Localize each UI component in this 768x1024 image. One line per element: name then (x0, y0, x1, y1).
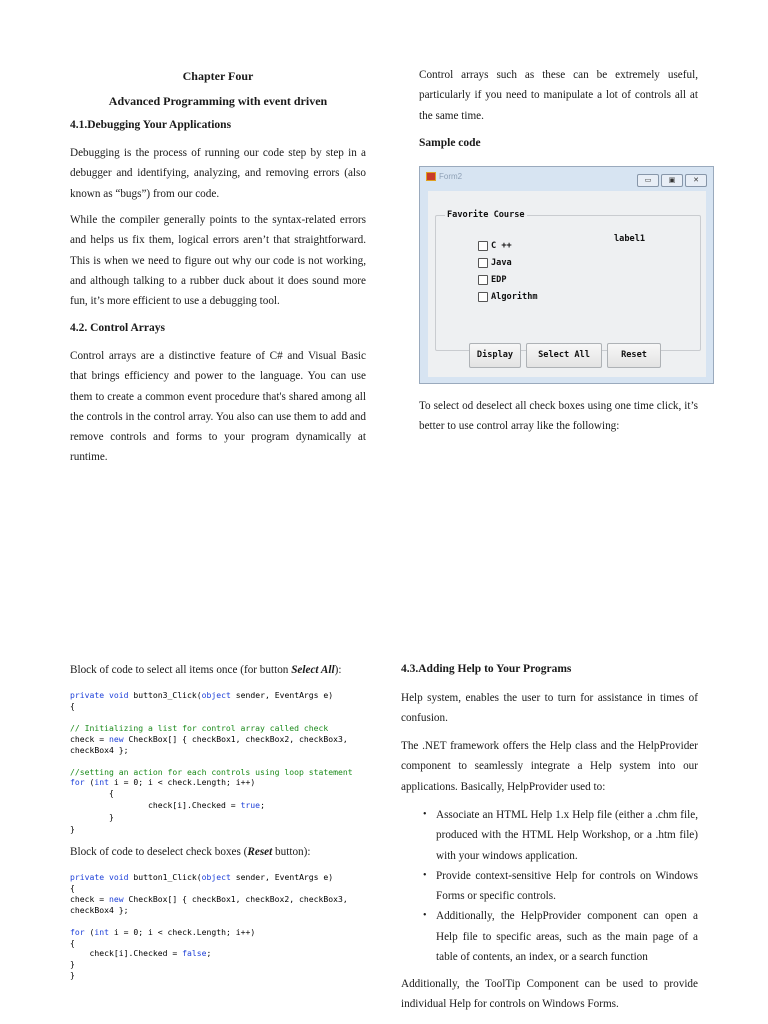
select-all-button[interactable]: Select All (526, 343, 602, 368)
checkbox-edp[interactable]: EDP (478, 275, 507, 285)
code-block-select-all: private void button3_Click(object sender, EventArgs e) { // Initializing a list for control array called check check = new CheckBox[] { checkBox1, checkBox2, checkBox3, checkBox4 }; //setting an action for each controls using loop statement for (int i = 0; i < check.Length; i++) { check[i].Checked = true; } } (70, 690, 353, 835)
favorite-course-groupbox (435, 215, 701, 351)
form-client-area (428, 191, 706, 377)
help-paragraph-2: The .NET framework offers the Help class and the HelpProvider component to seamlessly integrate a Help system into our applications. Basically, HelpProvider used to: (401, 740, 698, 793)
minimize-icon[interactable]: ▭ (637, 174, 659, 187)
chapter-title: Chapter Four (182, 69, 254, 83)
deselect-instruction-paragraph: To select od deselect all check boxes using one time click, it’s better to use control array like the following: (419, 400, 698, 433)
bullet-icon: • (423, 910, 427, 922)
select-all-intro: Block of code to select all items once (for button Select All): (70, 664, 342, 676)
section-heading-help: 4.3.Adding Help to Your Programs (401, 663, 572, 675)
window-title: Form2 (426, 172, 462, 181)
checkbox-square[interactable] (478, 258, 488, 268)
sample-code-heading: Sample code (419, 137, 481, 149)
reset-intro: Block of code to deselect check boxes (Reset button): (70, 846, 311, 858)
list-item: • Associate an HTML Help 1.x Help file (either a .chm file, produced with the HTML Help Workshop, or a .htm file) with your windows application. (401, 805, 698, 866)
debugging-paragraph-1: Debugging is the process of running our code step by step in a debugger and identifying, analyzing, and removing errors (also known as “bugs”) from our code. (70, 147, 366, 200)
code-block-reset: private void button1_Click(object sender, EventArgs e) { check = new CheckBox[] { checkBox1, checkBox2, checkBox3, checkBox4 }; for (int i = 0; i < check.Length; i++) { check[i].Checked = false; } } (70, 872, 348, 981)
checkbox-algorithm[interactable]: Algorithm (478, 292, 538, 302)
maximize-icon[interactable]: ▣ (661, 174, 683, 187)
close-icon[interactable]: ✕ (685, 174, 707, 187)
checkbox-square[interactable] (478, 275, 488, 285)
help-paragraph-3: Additionally, the ToolTip Component can be used to provide individual Help for controls on Windows Forms. (401, 978, 698, 1011)
help-paragraph-1: Help system, enables the user to turn for assistance in times of confusion. (401, 692, 698, 725)
chapter-subtitle: Advanced Programming with event driven (108, 94, 328, 108)
checkbox-java[interactable]: Java (478, 258, 512, 268)
control-arrays-paragraph: Control arrays are a distinctive feature of C# and Visual Basic that brings efficiency and power to the language. You can use them to create a common event procedure that's shared among all the controls in the control array. You also can use them to add and remove controls and forms to your program dynamically at runtime. (70, 350, 366, 464)
debugging-paragraph-2: While the compiler generally points to the syntax-related errors and helps us fix them, logical errors aren’t that straightforward. This is when we need to figure out why our code is not working, and although talking to a rubber duck about it does sound more fun, it’s more efficient to use a debugging tool. (70, 214, 366, 308)
form-window-screenshot (419, 166, 714, 384)
reset-button[interactable]: Reset (607, 343, 661, 368)
label1: label1 (614, 234, 646, 244)
checkbox-square[interactable] (478, 241, 488, 251)
groupbox-label: Favorite Course (447, 210, 525, 220)
checkbox-cpp[interactable]: C ++ (478, 241, 512, 251)
bullet-icon: • (423, 809, 427, 820)
list-item: • Provide context-sensitive Help for controls on Windows Forms or specific controls. (401, 866, 698, 907)
window-controls (637, 174, 707, 187)
list-item: • Additionally, the HelpProvider component can open a Help file to specific areas, such as the main page of a table of contents, an index, or a search function (401, 906, 698, 967)
display-button[interactable]: Display (469, 343, 521, 368)
control-arrays-usefulness-paragraph: Control arrays such as these can be extremely useful, particularly if you need to manipulate a lot of controls all at the same time. (419, 69, 698, 122)
helpprovider-bullet-list (401, 805, 698, 967)
section-heading-control-arrays: 4.2. Control Arrays (70, 322, 165, 334)
bullet-icon: • (423, 869, 427, 881)
form-app-icon (426, 172, 436, 181)
section-heading-debugging: 4.1.Debugging Your Applications (70, 119, 232, 131)
checkbox-square[interactable] (478, 292, 488, 302)
